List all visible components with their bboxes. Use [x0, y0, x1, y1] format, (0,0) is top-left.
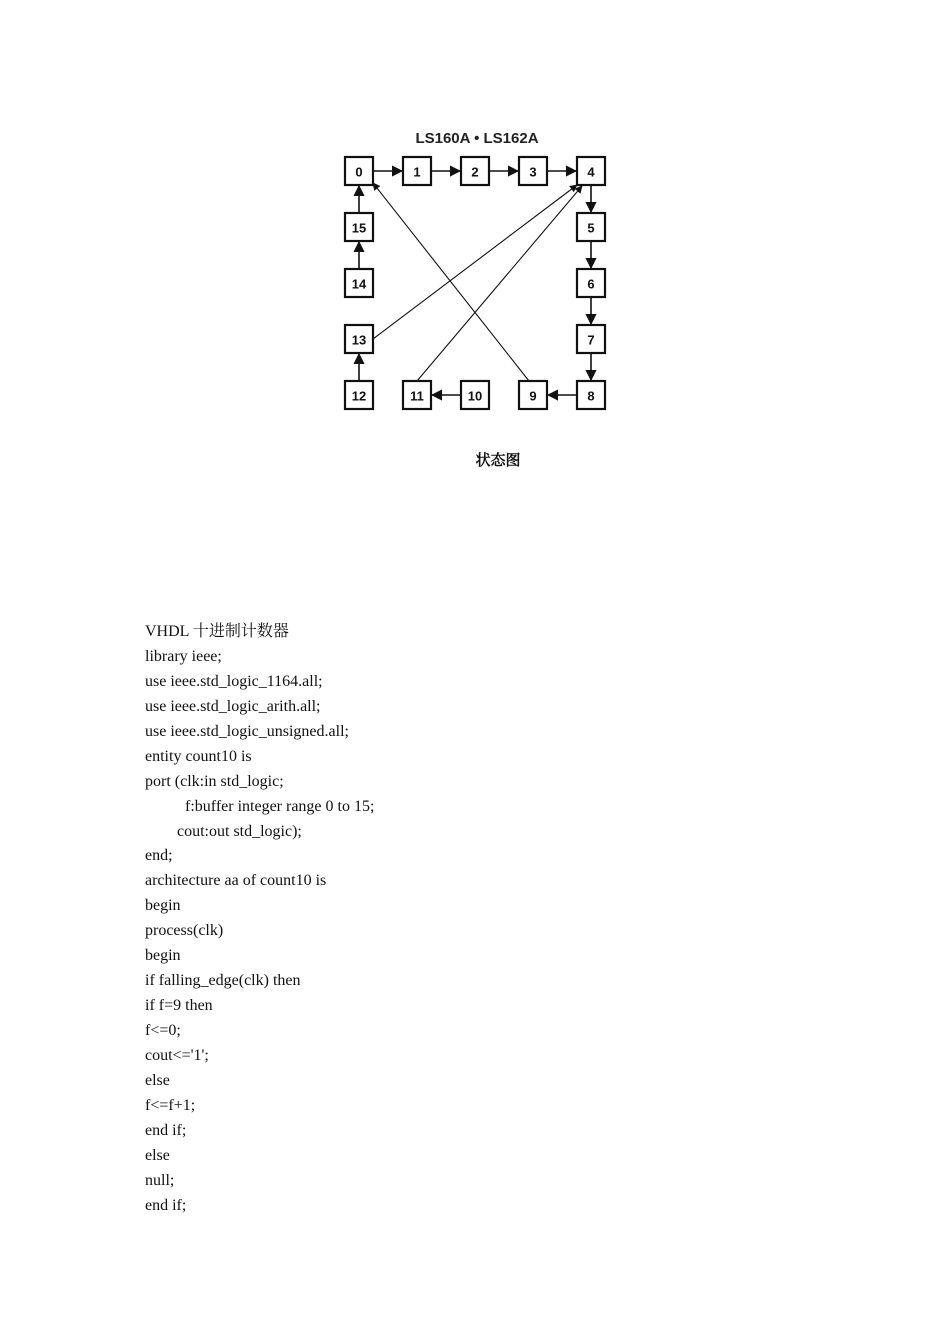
state-node — [577, 325, 605, 353]
code-line: end; — [145, 847, 173, 865]
state-label: 11 — [410, 388, 424, 404]
state-node — [403, 381, 431, 409]
state-nodes — [345, 157, 605, 409]
state-node — [345, 381, 373, 409]
transition-arrow — [417, 186, 582, 381]
state-label: 2 — [471, 164, 479, 180]
code-line: end if; — [145, 1196, 187, 1214]
state-node — [345, 157, 373, 185]
code-line: null; — [145, 1171, 175, 1189]
code-line: cout:out std_logic); — [145, 822, 302, 840]
code-line: f<=f+1; — [145, 1096, 196, 1114]
state-node — [403, 157, 431, 185]
state-diagram — [336, 123, 618, 415]
code-line: library ieee; — [145, 647, 222, 665]
code-block — [145, 620, 745, 1219]
transition-arrows — [359, 171, 591, 395]
state-label: 6 — [587, 276, 595, 292]
code-line: use ieee.std_logic_1164.all; — [145, 672, 323, 690]
code-line: cout<='1'; — [145, 1046, 209, 1064]
code-line: else — [145, 1146, 170, 1164]
state-node — [519, 157, 547, 185]
state-label: 5 — [587, 220, 595, 236]
state-label: 12 — [351, 388, 367, 404]
code-line: use ieee.std_logic_arith.all; — [145, 697, 321, 715]
state-node — [577, 381, 605, 409]
state-node — [345, 213, 373, 241]
code-line: port (clk:in std_logic; — [145, 772, 284, 790]
state-label: 15 — [351, 220, 367, 236]
code-line: f:buffer integer range 0 to 15; — [145, 797, 375, 815]
state-label: 3 — [529, 164, 537, 180]
code-title: VHDL 十进制计数器 — [145, 623, 289, 640]
state-label: 4 — [587, 164, 595, 180]
code-line: begin — [145, 897, 181, 915]
code-line: architecture aa of count10 is — [145, 872, 327, 890]
diagram-title: LS160A • LS162A — [415, 130, 539, 147]
state-node — [577, 213, 605, 241]
state-label: 0 — [355, 164, 363, 180]
state-node — [345, 269, 373, 297]
state-label: 13 — [351, 332, 367, 348]
state-label: 10 — [467, 388, 483, 404]
transition-arrow — [373, 183, 529, 381]
code-line: process(clk) — [145, 922, 224, 940]
state-node — [461, 157, 489, 185]
state-node — [461, 381, 489, 409]
state-label: 7 — [587, 332, 595, 348]
state-node — [345, 325, 373, 353]
code-line: f<=0; — [145, 1022, 181, 1039]
state-node — [577, 157, 605, 185]
code-line: if f=9 then — [145, 997, 213, 1015]
state-label: 8 — [587, 388, 595, 404]
code-line: end if; — [145, 1121, 187, 1139]
state-node — [577, 269, 605, 297]
state-label: 1 — [413, 164, 421, 180]
code-line: if falling_edge(clk) then — [145, 972, 301, 990]
code-line: begin — [145, 947, 181, 965]
code-line: entity count10 is — [145, 747, 252, 765]
state-label: 9 — [529, 388, 537, 404]
transition-arrow — [373, 185, 577, 339]
state-node — [519, 381, 547, 409]
state-label: 14 — [351, 276, 367, 292]
code-line: use ieee.std_logic_unsigned.all; — [145, 722, 349, 740]
code-line: else — [145, 1071, 170, 1089]
figure-caption: 状态图 — [475, 451, 521, 469]
